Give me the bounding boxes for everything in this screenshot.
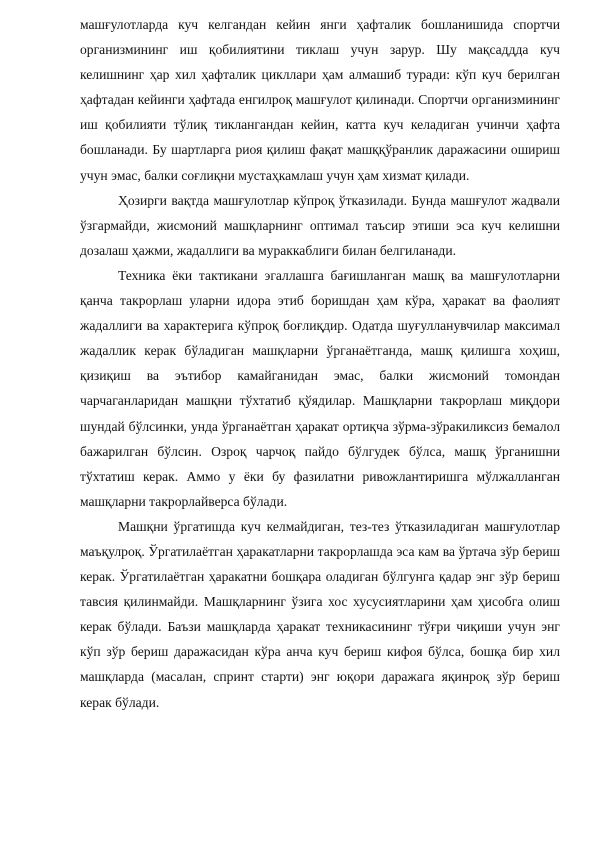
paragraph-4: Машқни ўргатишда куч келмайдиган, тез-тез ўтказиладиган машғулотлар маъқулроқ. Ўргатилаётган ҳаракатларни такрорлашда эса кам ва ўртача зўр бериш керак. Ўргатилаётган ҳаракатни бошқара оладиган бўлгунга қадар энг зўр бериш тавсия қилинмайди. Машқларнинг ўзига хос хусусиятларини ҳам ҳисобга олиш керак бўлади. Баъзи машқларда ҳаракат техникасининг тўғри чиқиши учун энг кўп зўр бериш даражасидан кўра анча куч бериш кифоя бўлса, бошқа бир хил машқларда (масалан, спринт старти) энг юқори даражага яқинроқ зўр бериш керак бўлади. <box>80 518 560 710</box>
document-page <box>80 12 560 715</box>
paragraph-3: Техника ёки тактикани эгаллашга бағишланган машқ ва машғулотларни қанча такрорлаш уларни идора этиб боришдан ҳам кўра, ҳаракат ва фаолият жадаллиги ва характерига кўпроқ боғлиқдир. Одатда шуғулланувчилар максимал жадаллик керак бўладиган машқларни ўрганаётганда, машқ қилишга хоҳиш, қизиқиш ва эътибор камайганидан эмас, балки жисмоний томондан чарчаганларидан машқни тўхтатиб қўядилар. Машқларни такрорлаш миқдори шундай бўлсинки, унда ўрганаётган ҳаракат ортиқча зўрма-зўракиликсиз бемалол бажарилган бўлсин. Озроқ чарчоқ пайдо бўлгудек бўлса, машқ ўрганишни тўхтатиш керак. Аммо у ёки бу фазилатни ривожлантиришга мўлжалланган машқларни такрорлайверса бўлади. <box>80 267 560 509</box>
paragraph-1: машғулотларда куч келгандан кейин янги ҳафталик бошланишида спортчи организмининг иш қобилиятини тиклаш учун зарур. Шу мақсаддда куч келишнинг ҳар хил ҳафталик цикллари ҳам алмашиб туради: кўп куч берилган ҳафтадан кейинги ҳафтада енгилроқ машғулот қилинади. Спортчи организмининг иш қобилияти тўлиқ тиклангандан кейин, катта куч келадиган учинчи ҳафта бошланади. Бу шартларга риоя қилиш фақат машққўранлик даражасини ошириш учун эмас, балки соғлиқни мустаҳкамлаш учун ҳам хизмат қилади. <box>80 17 560 183</box>
paragraph-2: Ҳозирги вақтда машғулотлар кўпроқ ўтказилади. Бунда машғулот жадвали ўзгармайди, жисмоний машқларнинг оптимал таъсир этиши эса куч келишни дозалаш ҳажми, жадаллиги ва мураккаблиги билан белгиланади. <box>80 192 560 258</box>
